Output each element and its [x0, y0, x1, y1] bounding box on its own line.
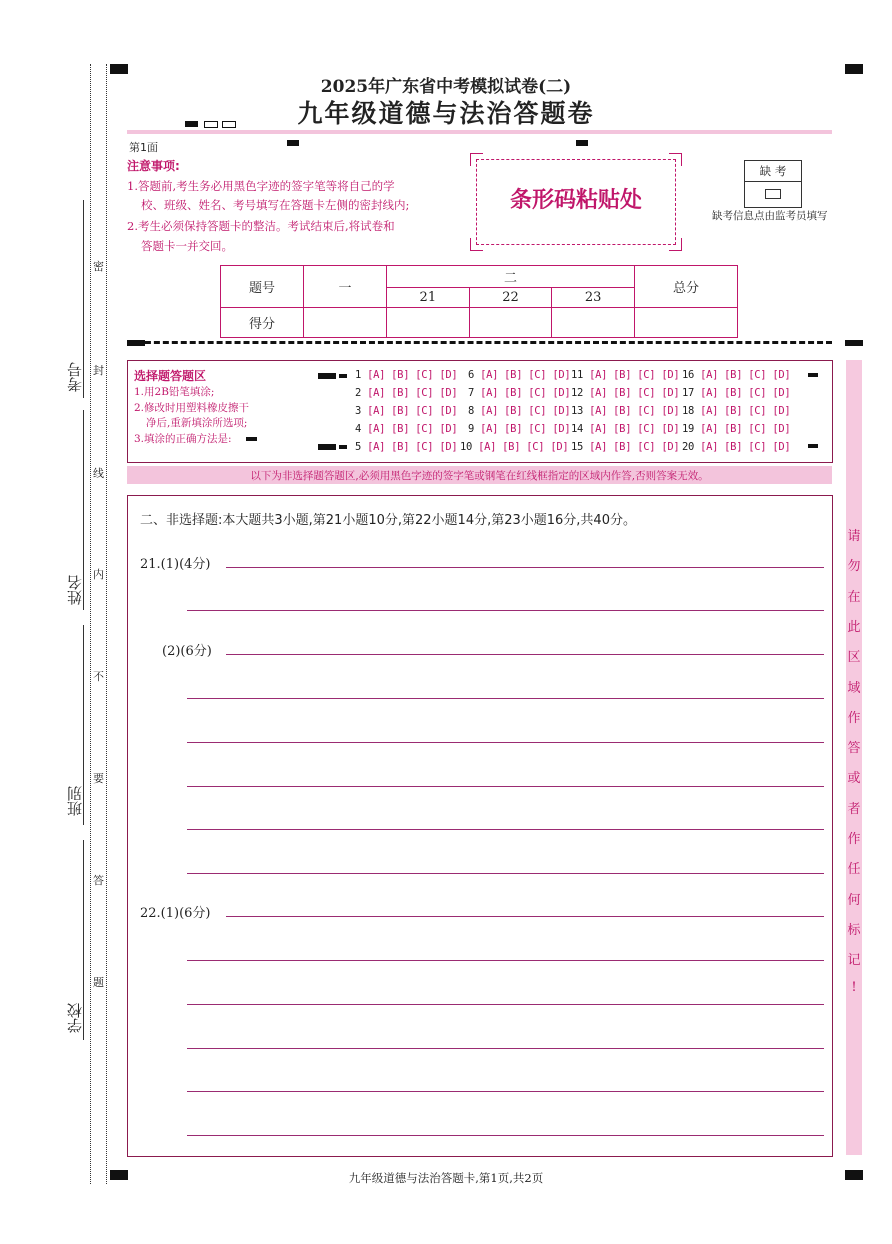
choice-question-row[interactable]	[468, 369, 570, 381]
class-field[interactable]	[83, 625, 84, 825]
choice-question-row[interactable]	[571, 441, 679, 453]
warning-char: 请	[847, 529, 861, 544]
choice-question-row[interactable]	[355, 423, 457, 435]
page-title: 九年级道德与法治答题卷	[297, 99, 595, 128]
choice-question-row[interactable]	[682, 405, 790, 417]
notice-line: 校、班级、姓名、考号填写在答题卡左侧的密封线内;	[141, 198, 410, 212]
choice-bubbles[interactable]: [A] [B] [C] [D]	[478, 441, 569, 453]
choice-bubbles[interactable]: [A] [B] [C] [D]	[480, 369, 571, 381]
choice-bubbles[interactable]: [A] [B] [C] [D]	[367, 441, 458, 453]
answer-line[interactable]	[187, 1135, 824, 1136]
warning-char: 作	[847, 710, 861, 726]
choice-question-number: 17	[682, 387, 695, 399]
timing-mark	[845, 340, 863, 346]
choice-question-row[interactable]	[468, 387, 570, 399]
choice-question-number: 11	[571, 369, 584, 381]
score-cell	[635, 308, 738, 338]
choice-question-number: 18	[682, 405, 695, 417]
choice-bubbles[interactable]: [A] [B] [C] [D]	[367, 405, 458, 417]
answer-line[interactable]	[187, 786, 824, 787]
warning-char: 标	[847, 922, 861, 938]
choice-rule: 净后,重新填涂所选项;	[146, 417, 248, 429]
barcode-area	[470, 153, 682, 251]
choice-question-row[interactable]	[468, 423, 570, 435]
header-divider	[127, 130, 832, 134]
timing-mark	[339, 445, 347, 449]
absent-note: 缺考信息点由监考员填写	[712, 210, 828, 222]
score-cell	[552, 308, 635, 338]
warning-char: 何	[847, 892, 861, 908]
timing-mark	[576, 140, 588, 146]
warning-char: 或	[847, 771, 861, 787]
timing-mark	[808, 444, 818, 448]
warning-char: 此	[847, 619, 861, 635]
page-label: 第1面	[129, 141, 158, 154]
choice-question-row[interactable]	[571, 405, 679, 417]
notice-heading: 注意事项:	[127, 159, 180, 173]
answer-line[interactable]	[187, 698, 824, 699]
choice-question-row[interactable]	[682, 369, 790, 381]
choice-question-number: 16	[682, 369, 695, 381]
answer-line[interactable]	[187, 829, 824, 830]
choice-question-number: 4	[355, 423, 362, 435]
absent-bubble[interactable]	[765, 189, 781, 199]
score-cell	[387, 308, 470, 338]
warning-char: 者	[847, 801, 861, 817]
choice-question-number: 12	[571, 387, 584, 399]
choice-question-number: 2	[355, 387, 362, 399]
notice-line: 答题卡一并交回。	[141, 239, 233, 253]
notice-line: 2.考生必须保持答题卡的整洁。考试结束后,将试卷和	[127, 219, 395, 233]
choice-bubbles[interactable]: [A] [B] [C] [D]	[589, 387, 680, 399]
warning-char: 区	[847, 650, 861, 666]
choice-bubbles[interactable]: [A] [B] [C] [D]	[367, 423, 458, 435]
score-header-total: 总分	[635, 266, 738, 308]
choice-question-row[interactable]	[571, 423, 679, 435]
warning-char: 作	[847, 832, 861, 847]
warning-char: 勿	[847, 559, 861, 575]
warning-char: 域	[847, 680, 861, 696]
timing-mark	[318, 373, 336, 379]
seal-cut-line	[127, 341, 832, 344]
choice-bubbles[interactable]: [A] [B] [C] [D]	[480, 387, 571, 399]
warning-char: 任	[847, 862, 861, 878]
school-label: 学校	[66, 1003, 84, 1033]
choice-bubbles[interactable]: [A] [B] [C] [D]	[589, 369, 680, 381]
choice-question-number: 8	[468, 405, 475, 417]
exam-number-label: 考号	[66, 362, 84, 392]
choice-bubbles[interactable]: [A] [B] [C] [D]	[367, 369, 458, 381]
answer-line[interactable]	[187, 1091, 824, 1092]
choice-question-row[interactable]	[355, 441, 457, 453]
choice-question-row[interactable]	[682, 387, 790, 399]
choice-bubbles[interactable]: [A] [B] [C] [D]	[589, 441, 680, 453]
choice-question-row[interactable]	[571, 369, 679, 381]
choice-bubbles[interactable]: [A] [B] [C] [D]	[700, 387, 791, 399]
answer-line[interactable]	[226, 567, 824, 568]
choice-question-number: 10	[460, 441, 473, 453]
seal-char: 题	[93, 976, 104, 989]
binding-dotted-line	[106, 64, 107, 1184]
answer-line[interactable]	[226, 654, 824, 655]
section-heading: 二、非选择题:本大题共3小题,第21小题10分,第22小题14分,第23小题16分,共40分。	[140, 513, 636, 528]
timing-mark	[339, 374, 347, 378]
answer-line[interactable]	[187, 960, 824, 961]
name-field[interactable]	[83, 410, 84, 610]
timing-mark	[287, 140, 299, 146]
no-mark-zone	[846, 360, 862, 1155]
choice-question-row[interactable]	[571, 387, 679, 399]
choice-question-number: 13	[571, 405, 584, 417]
choice-question-row[interactable]	[460, 441, 568, 453]
choice-bubbles[interactable]: [A] [B] [C] [D]	[700, 441, 791, 453]
question-label: (2)(6分)	[162, 644, 212, 659]
choice-question-row[interactable]	[468, 405, 570, 417]
choice-bubbles[interactable]: [A] [B] [C] [D]	[589, 405, 680, 417]
binding-dotted-line	[90, 64, 91, 1184]
choice-question-row[interactable]	[682, 423, 790, 435]
barcode-label: 条形码粘贴处	[509, 188, 642, 213]
timing-mark	[185, 121, 198, 127]
score-row-label: 得分	[221, 308, 304, 338]
seal-char: 线	[93, 467, 104, 480]
choice-question-number: 7	[468, 387, 475, 399]
choice-question-number: 9	[468, 423, 475, 435]
seal-char: 不	[93, 670, 104, 683]
score-cell	[304, 308, 387, 338]
seal-char: 答	[93, 874, 104, 887]
answer-line[interactable]	[187, 1048, 824, 1049]
question-label: 21.(1)(4分)	[140, 557, 211, 572]
name-label: 姓名	[66, 575, 84, 605]
seal-char: 内	[93, 568, 104, 581]
choice-bubbles[interactable]: [A] [B] [C] [D]	[700, 405, 791, 417]
class-label: 班别	[66, 786, 84, 816]
non-choice-banner-text: 以下为非选择题答题区,必须用黑色字迹的签字笔或钢笔在红线框指定的区域内作答,否则答案无效。	[250, 470, 709, 482]
choice-question-number: 20	[682, 441, 695, 453]
choice-question-number: 15	[571, 441, 584, 453]
choice-question-number: 5	[355, 441, 362, 453]
score-header-q22: 22	[469, 288, 552, 308]
score-table	[220, 265, 738, 338]
score-header-section-1: 一	[304, 266, 387, 308]
choice-question-number: 1	[355, 369, 362, 381]
answer-line[interactable]	[187, 610, 824, 611]
seal-char: 要	[93, 772, 104, 785]
warning-char: 答	[847, 741, 861, 757]
absent-box	[744, 160, 802, 208]
choice-bubbles[interactable]: [A] [B] [C] [D]	[480, 405, 571, 417]
exam-subtitle: 2025年广东省中考模拟试卷(二)	[320, 77, 572, 97]
choice-rule: 3.填涂的正确方法是:	[134, 433, 232, 445]
choice-question-number: 19	[682, 423, 695, 435]
choice-bubbles[interactable]: [A] [B] [C] [D]	[480, 423, 571, 435]
choice-question-row[interactable]	[355, 369, 457, 381]
seal-char: 封	[93, 364, 104, 377]
choice-bubbles[interactable]: [A] [B] [C] [D]	[367, 387, 458, 399]
choice-question-row[interactable]	[355, 405, 457, 417]
choice-question-number: 6	[468, 369, 475, 381]
choice-rule: 1.用2B铅笔填涂;	[134, 386, 215, 398]
score-header-q21: 21	[387, 288, 470, 308]
notice-line: 1.答题前,考生务必用黑色字迹的签字笔等将自己的学	[127, 179, 395, 193]
seal-char: 密	[93, 260, 104, 273]
choice-question-number: 3	[355, 405, 362, 417]
school-field[interactable]	[83, 840, 84, 1040]
choice-heading: 选择题答题区	[134, 369, 207, 383]
absent-label: 缺 考	[759, 164, 787, 178]
choice-question-row[interactable]	[682, 441, 790, 453]
choice-rule: 2.修改时用塑料橡皮擦干	[134, 402, 250, 414]
non-choice-answer-area	[127, 495, 833, 1157]
answer-line[interactable]	[187, 1004, 824, 1005]
score-header-q23: 23	[552, 288, 635, 308]
question-label: 22.(1)(6分)	[140, 906, 211, 921]
timing-mark	[204, 121, 218, 128]
answer-line[interactable]	[226, 916, 824, 917]
fill-example-mark	[246, 437, 257, 441]
choice-question-row[interactable]	[355, 387, 457, 399]
timing-mark	[127, 340, 145, 346]
choice-bubbles[interactable]: [A] [B] [C] [D]	[700, 423, 791, 435]
choice-bubbles[interactable]: [A] [B] [C] [D]	[700, 369, 791, 381]
timing-mark	[808, 373, 818, 377]
score-cell	[469, 308, 552, 338]
score-header-label: 题号	[221, 266, 304, 308]
timing-mark	[222, 121, 236, 128]
warning-char: !	[851, 979, 857, 995]
choice-bubbles[interactable]: [A] [B] [C] [D]	[589, 423, 680, 435]
warning-char: 记	[847, 953, 861, 969]
exam-number-field[interactable]	[83, 200, 84, 398]
answer-line[interactable]	[187, 742, 824, 743]
warning-char: 在	[847, 589, 861, 605]
answer-line[interactable]	[187, 873, 824, 874]
choice-question-number: 14	[571, 423, 584, 435]
timing-mark	[318, 444, 336, 450]
page-footer: 九年级道德与法治答题卡,第1页,共2页	[348, 1171, 544, 1185]
score-header-section-2: 二	[387, 266, 635, 288]
